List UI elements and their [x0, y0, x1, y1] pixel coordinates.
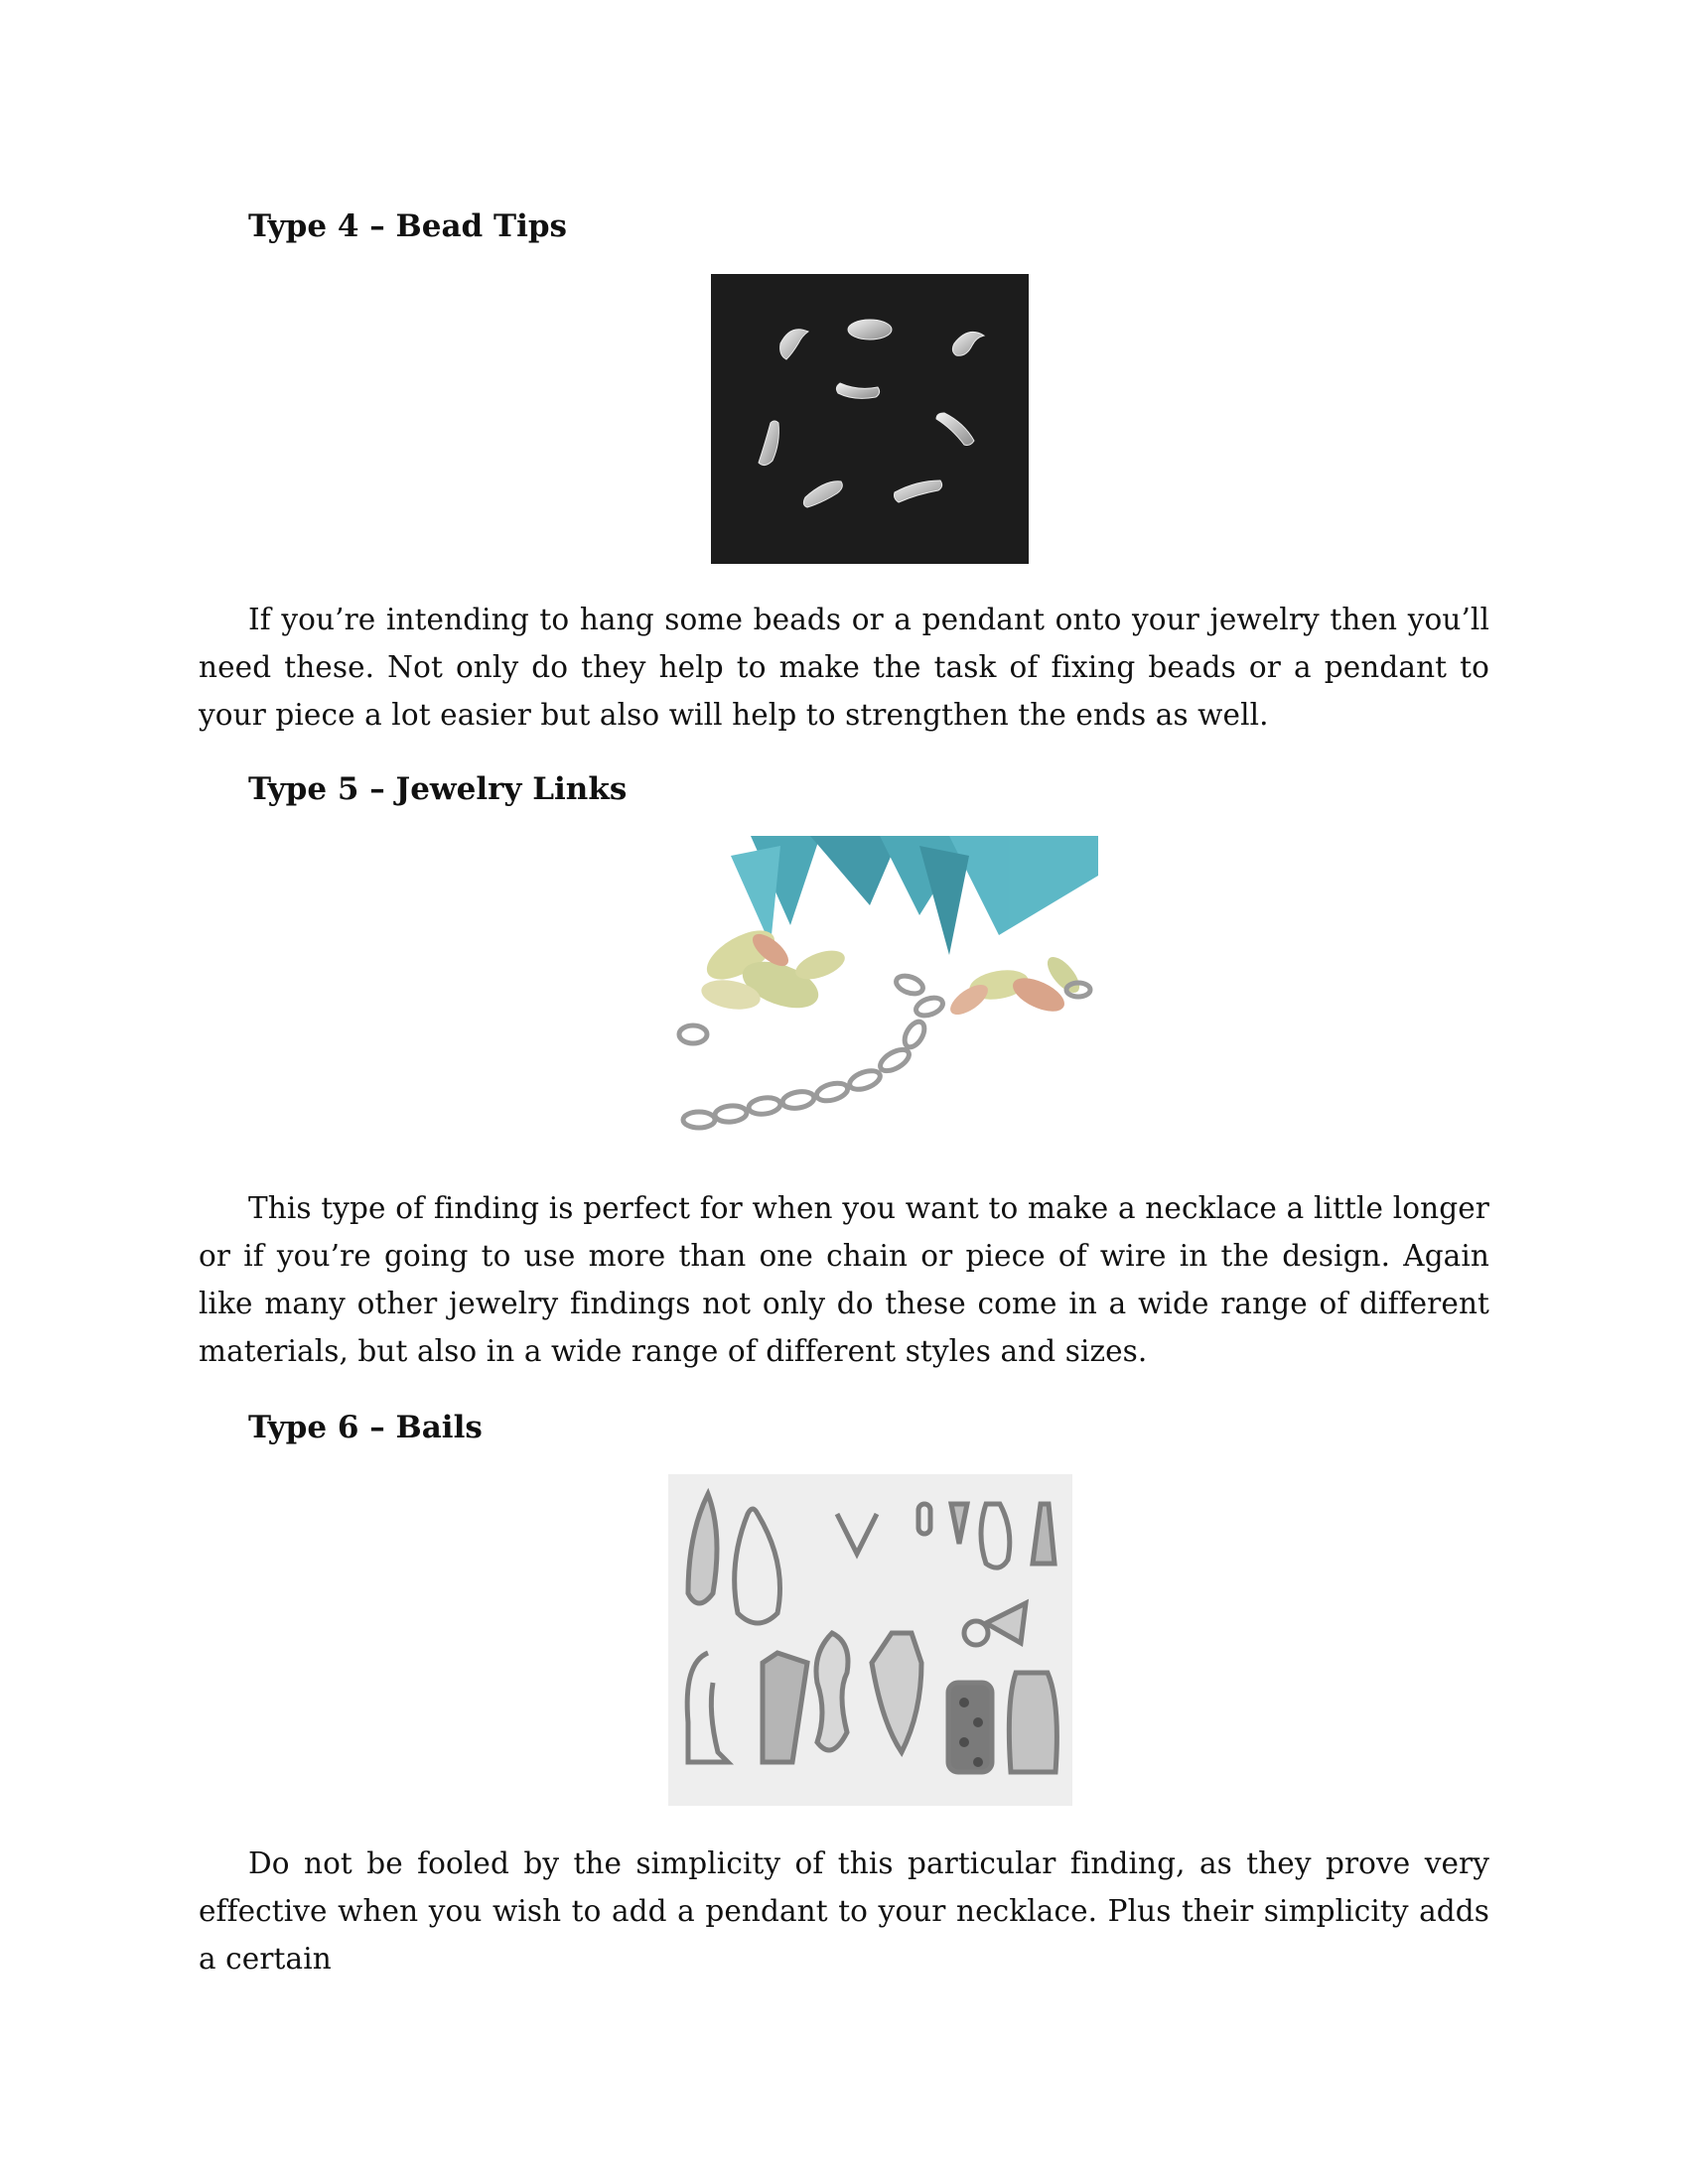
bead-tips-photo	[711, 274, 1029, 564]
paragraph-jewelry-links: This type of finding is perfect for when you want to make a necklace a little longer or if you’re going to use more than one chain or piece of wire in the design. Again like many other jewelry findings not only do these come in a wide range of different materials, but also in a wide range of different styles and sizes.	[199, 1191, 1489, 1368]
heading-bails: Type 6 – Bails	[248, 1410, 483, 1445]
paragraph-bead-tips: If you’re intending to hang some beads or a pendant onto your jewelry then you’ll need these. Not only do they help to make the task of fixing beads or a pendant to your piece a lot easier but also will help to strengthen the ends as well.	[199, 603, 1489, 732]
jewelry-links-photo	[671, 836, 1098, 1144]
heading-jewelry-links: Type 5 – Jewelry Links	[248, 771, 628, 807]
bails-illustration	[668, 1474, 1072, 1806]
paragraph-bails: Do not be fooled by the simplicity of this particular finding, as they prove very effective when you wish to add a pendant to your necklace. Plus their simplicity adds a certain	[199, 1846, 1489, 1976]
jewelry-links-illustration	[671, 836, 1098, 1144]
bails-photo	[668, 1474, 1072, 1806]
heading-bead-tips: Type 4 – Bead Tips	[248, 208, 567, 244]
bead-tips-illustration	[711, 274, 1029, 564]
